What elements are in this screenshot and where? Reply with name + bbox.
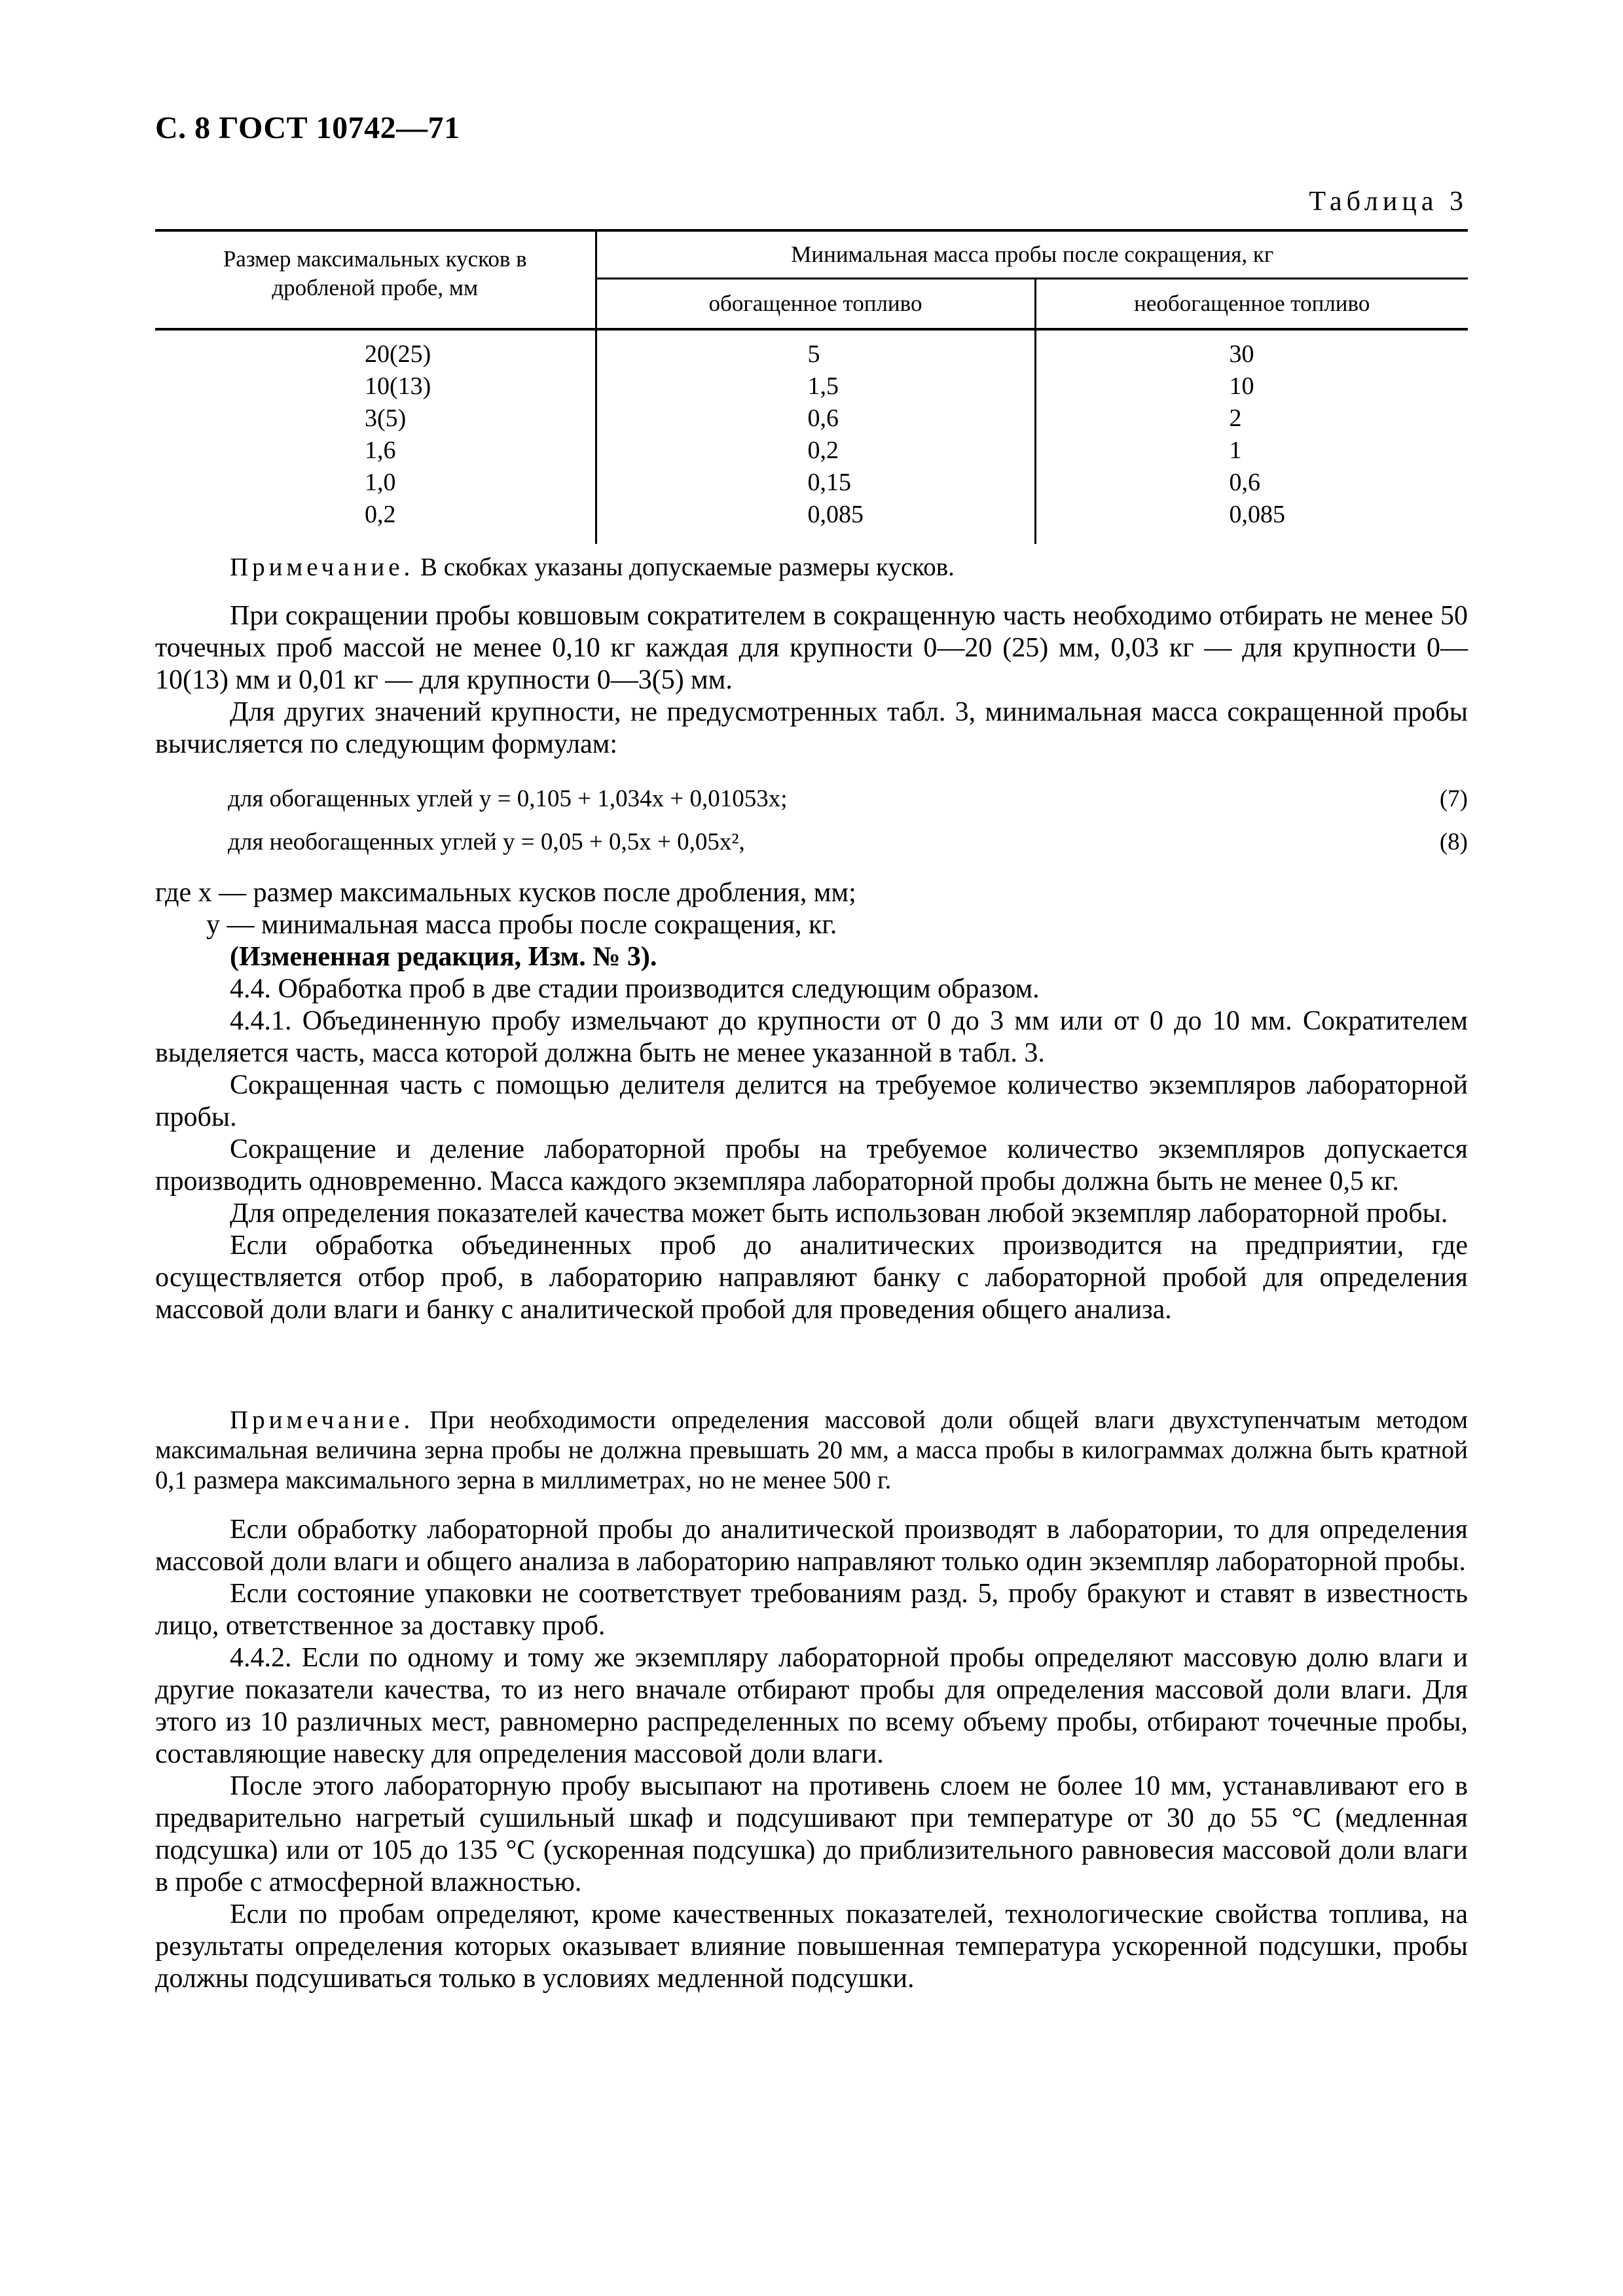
paragraph: Сокращенная часть с помощью делителя делится на требуемое количество экземпляров лабораторной пробы. [155,1070,1468,1132]
body-block-2 [155,877,1468,1326]
col2-values: 5 1,5 0,6 0,2 0,15 0,085 [596,329,1035,544]
formula-number: (8) [1439,829,1468,855]
paragraph: При сокращении пробы ковшовым сократителем в сокращенную часть необходимо отбирать не менее 50 точечных проб массой не менее 0,10 кг каждая для крупности 0—20 (25) мм, 0,03 кг — для крупности 0—10(13) мм и 0,01 кг — для крупности 0—3(5) мм. [155,601,1468,695]
table-caption: Таблица 3 [1309,187,1468,217]
paragraph: После этого лабораторную пробу высыпают на противень слоем не более 10 мм, устанавливают его в предварительно нагретый сушильный шкаф и подсушивают при температуре от 30 до 55 °С (медленная подсушка) или от 105 до 135 °С (ускоренная подсушка) до приблизительного равновесия массовой доли влаги в пробе с атмосферной влажностью. [155,1771,1468,1897]
where-line: где х — размер максимальных кусков после дробления, мм; [155,878,856,908]
table-body-row [155,329,1468,544]
paragraph: Если обработка объединенных проб до аналитических производится на предприятии, где осуществляется отбор проб, в лабораторию направляют банку с лабораторной пробой для определения массовой доли влаги и банку с аналитической пробой для проведения общего анализа. [155,1230,1468,1325]
formula-text: для необогащенных углей у = 0,05 + 0,5х + 0,05х², [228,829,745,855]
note-1 [155,552,1468,583]
paragraph: Для других значений крупности, не предусмотренных табл. 3, минимальная масса сокращенной пробы вычисляется по следующим формулам: [155,697,1468,759]
paragraph: Если обработку лабораторной пробы до аналитической производят в лаборатории, то для определения массовой доли влаги и общего анализа в лабораторию направляют только один экземпляр лабораторной пробы. [155,1515,1468,1577]
body-block-3 [155,1514,1468,1995]
col3-header: необогащенное топливо [1035,279,1468,330]
col2-header: обогащенное топливо [596,279,1035,330]
formula-text: для обогащенных углей у = 0,105 + 1,034х + 0,01053х; [228,785,788,812]
formula-7 [228,784,1468,814]
paragraph: 4.4. Обработка проб в две стадии производится следующим образом. [230,974,1040,1004]
formula-8 [228,827,1468,857]
paragraph: Сокращение и деление лабораторной пробы на требуемое количество экземпляров допускается производить одновременно. Масса каждого экземпляра лабораторной пробы должна быть не менее 0,5 кг. [155,1134,1468,1196]
col1-header: Размер максимальных кусков в дробленой пробе, мм [155,230,596,329]
body-block-1 [155,600,1468,761]
col1-values: 20(25) 10(13) 3(5) 1,6 1,0 0,2 [155,329,596,544]
note-text: При необходимости определения массовой доли общей влаги двухступенчатым методом максимальная величина зерна пробы не должна превышать 20 мм, а масса пробы в килограммах должна быть кратной 0,1 размера максимального зерна в миллиметрах, но не менее 500 г. [155,1406,1468,1494]
note-label: Примечание. [230,553,414,581]
table-3 [155,229,1468,544]
paragraph: Если по пробам определяют, кроме качественных показателей, технологические свойства топлива, на результаты определения которых оказывает влияние повышенная температура ускоренной подсушки, пробы должны подсушиваться только в условиях медленной подсушки. [155,1899,1468,1994]
amendment-note: (Измененная редакция, Изм. № 3). [230,942,657,972]
col3-values: 30 10 2 1 0,6 0,085 [1229,340,1285,528]
where-line: у — минимальная масса пробы после сокращения, кг. [206,910,837,940]
paragraph: Для определения показателей качества может быть использован любой экземпляр лабораторной пробы. [230,1198,1448,1229]
note-text: В скобках указаны допускаемые размеры кусков. [420,553,955,581]
paragraph: 4.4.2. Если по одному и тому же экземпляру лабораторной пробы определяют массовую долю влаги и другие показатели качества, то из него вначале отбирают пробы для определения массовой доли влаги. Для этого из 10 различных мест, равномерно распределенных по всему объему пробы, отбирают точечные пробы, составляющие навеску для определения массовой доли влаги. [155,1643,1468,1769]
formula-number: (7) [1439,785,1468,812]
paragraph: Если состояние упаковки не соответствует требованиям разд. 5, пробу бракуют и ставят в известность лицо, ответственное за доставку проб. [155,1579,1468,1641]
running-head: С. 8 ГОСТ 10742—71 [155,111,460,145]
group-header: Минимальная масса пробы после сокращения, кг [596,230,1468,279]
note-label: Примечание. [230,1406,414,1434]
paragraph: 4.4.1. Объединенную пробу измельчают до крупности от 0 до 3 мм или от 0 до 10 мм. Сократителем выделяется часть, масса которой должна быть не менее указанной в табл. 3. [155,1006,1468,1068]
note-2 [155,1405,1468,1496]
